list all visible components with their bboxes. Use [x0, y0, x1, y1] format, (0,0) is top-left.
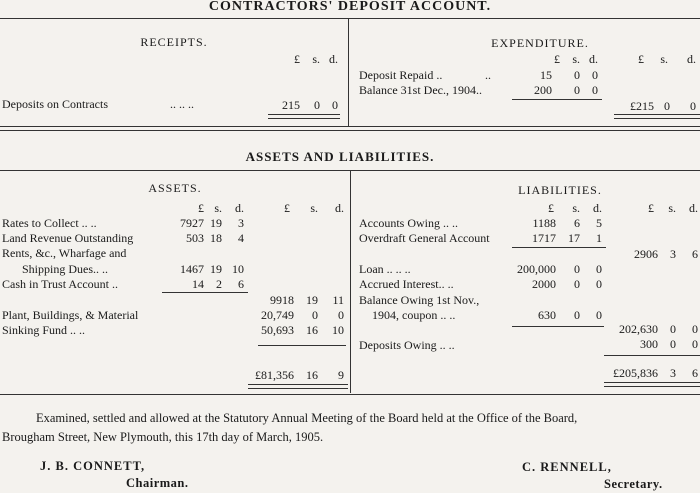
liability-pence: 0	[692, 337, 698, 351]
col-shillings: s.	[668, 201, 676, 215]
expenditure-label: Deposit Repaid ..	[359, 68, 443, 82]
divider	[0, 18, 700, 19]
expenditure-pence: 0	[592, 68, 598, 82]
attestation-line-1: Examined, settled and allowed at the Statutory Annual Meeting of the Board held at the Office of the Board,	[36, 411, 578, 425]
liability-pounds: 200,000	[517, 262, 556, 276]
liability-pence: 0	[596, 277, 602, 291]
liability-pounds: 630	[538, 308, 556, 322]
assets-subtotal-pence: 11	[332, 293, 344, 307]
column-divider	[348, 19, 349, 126]
liability-pence: 0	[596, 262, 602, 276]
liability-shillings: 0	[574, 262, 580, 276]
contractors-title: CONTRACTORS' DEPOSIT ACCOUNT.	[208, 0, 492, 14]
expenditure-header: EXPENDITURE.	[491, 36, 589, 50]
expenditure-total-pence: 0	[690, 99, 696, 113]
liability-shillings: 6	[574, 216, 580, 230]
receipt-label: Deposits on Contracts	[2, 97, 108, 111]
asset-pounds: 20,749	[261, 308, 294, 322]
liability-label: Deposits Owing .. ..	[359, 338, 455, 352]
asset-label: Cash in Trust Account ..	[2, 277, 119, 291]
liabilities-total-shillings: 3	[670, 366, 676, 380]
chairman-title: Chairman.	[126, 476, 189, 490]
secretary-name: C. RENNELL,	[522, 460, 612, 474]
leader-dots: .. .. ..	[170, 97, 194, 111]
asset-shillings: 0	[312, 308, 318, 322]
asset-pence: 6	[238, 277, 244, 291]
secretary-title: Secretary.	[604, 477, 663, 491]
asset-pence: 3	[238, 216, 244, 230]
asset-pounds: 14	[192, 277, 204, 291]
col-pence: d.	[687, 52, 696, 66]
expenditure-total-pounds: £215	[630, 99, 654, 113]
col-pounds: £	[548, 201, 554, 215]
expenditure-shillings: 0	[574, 68, 580, 82]
col-pounds: £	[638, 52, 644, 66]
expenditure-total-shillings: 0	[664, 99, 670, 113]
double-rule	[268, 114, 340, 119]
asset-shillings: 19	[210, 216, 222, 230]
col-shillings: s.	[572, 52, 580, 66]
col-pence: d.	[335, 201, 344, 215]
col-shillings: s.	[312, 52, 320, 66]
liability-label: Accrued Interest.. ..	[359, 277, 454, 291]
rule	[258, 345, 346, 346]
liability-pounds: 300	[640, 337, 658, 351]
asset-shillings: 16	[306, 323, 318, 337]
asset-shillings: 18	[210, 231, 222, 245]
liabilities-sub1-pounds: 2906	[634, 247, 658, 261]
divider	[0, 130, 700, 131]
expenditure-pence: 0	[592, 83, 598, 97]
asset-shillings: 2	[216, 277, 222, 291]
asset-pence: 4	[238, 231, 244, 245]
col-pounds: £	[554, 52, 560, 66]
asset-pounds: 1467	[180, 262, 204, 276]
rule	[512, 247, 606, 248]
asset-label: Plant, Buildings, & Material	[2, 308, 139, 322]
liability-shillings: 17	[568, 231, 580, 245]
assets-total-pence: 9	[338, 368, 344, 382]
liability-pence: 5	[596, 216, 602, 230]
assets-liabilities-title: ASSETS AND LIABILITIES.	[245, 149, 435, 164]
liability-pounds: 2000	[532, 277, 556, 291]
rule	[162, 292, 248, 293]
double-rule	[604, 382, 700, 387]
expenditure-label: Balance 31st Dec., 1904..	[359, 83, 482, 97]
liability-pence: 0	[596, 308, 602, 322]
asset-pounds: 7927	[180, 216, 204, 230]
col-shillings: s.	[572, 201, 580, 215]
divider	[0, 126, 700, 127]
asset-shillings: 19	[210, 262, 222, 276]
receipt-pounds: 215	[282, 98, 300, 112]
col-pence: d.	[589, 52, 598, 66]
liabilities-sub1-pence: 6	[692, 247, 698, 261]
liability-label: 1904, coupon .. ..	[372, 308, 456, 322]
expenditure-pounds: 200	[534, 83, 552, 97]
liabilities-total-pounds: £205,836	[613, 366, 658, 380]
receipt-pence: 0	[332, 98, 338, 112]
receipt-shillings: 0	[314, 98, 320, 112]
liability-shillings: 0	[670, 337, 676, 351]
liability-shillings: 0	[574, 308, 580, 322]
liability-label: Overdraft General Account	[359, 231, 490, 245]
asset-pence: 10	[332, 323, 344, 337]
liability-label: Balance Owing 1st Nov.,	[359, 293, 480, 307]
col-pounds: £	[648, 201, 654, 215]
liability-pence: 1	[596, 231, 602, 245]
liabilities-sub1-shillings: 3	[670, 247, 676, 261]
asset-label: Rates to Collect .. ..	[2, 216, 97, 230]
asset-pounds: 503	[186, 231, 204, 245]
assets-total-shillings: 16	[306, 368, 318, 382]
col-pounds: £	[284, 201, 290, 215]
assets-total-pounds: £81,356	[255, 368, 294, 382]
liability-label: Accounts Owing .. ..	[359, 216, 458, 230]
column-divider	[350, 171, 351, 393]
col-pence: d.	[329, 52, 338, 66]
asset-label: Rents, &c., Wharfage and	[2, 246, 127, 260]
asset-pence: 0	[338, 308, 344, 322]
expenditure-pounds: 15	[540, 68, 552, 82]
leader-dots: ..	[485, 68, 491, 82]
divider	[0, 394, 700, 395]
col-shillings: s.	[310, 201, 318, 215]
liability-pounds: 1188	[532, 216, 556, 230]
rule	[604, 355, 700, 356]
col-pence: d.	[235, 201, 244, 215]
liabilities-total-pence: 6	[692, 366, 698, 380]
double-rule	[614, 114, 700, 119]
asset-label: Land Revenue Outstanding	[2, 231, 134, 245]
col-shillings: s.	[214, 201, 222, 215]
receipts-header: RECEIPTS.	[140, 35, 208, 49]
liabilities-sub2-pence: 0	[692, 322, 698, 336]
liabilities-header: LIABILITIES.	[518, 183, 602, 197]
liabilities-sub2-shillings: 0	[670, 322, 676, 336]
assets-subtotal-pounds: 9918	[270, 293, 294, 307]
assets-subtotal-shillings: 19	[306, 293, 318, 307]
col-pounds: £	[198, 201, 204, 215]
liabilities-sub2-pounds: 202,630	[619, 322, 658, 336]
double-rule	[248, 384, 348, 389]
asset-label: Shipping Dues.. ..	[22, 262, 109, 276]
asset-pence: 10	[232, 262, 244, 276]
liability-pounds: 1717	[532, 231, 556, 245]
col-pence: d.	[593, 201, 602, 215]
liability-shillings: 0	[574, 277, 580, 291]
rule	[512, 99, 602, 100]
col-shillings: s.	[660, 52, 668, 66]
asset-pounds: 50,693	[261, 323, 294, 337]
col-pence: d.	[689, 201, 698, 215]
assets-header: ASSETS.	[148, 181, 202, 195]
rule	[512, 326, 604, 327]
asset-label: Sinking Fund .. ..	[2, 323, 86, 337]
liability-label: Loan .. .. ..	[359, 262, 411, 276]
attestation-line-2: Brougham Street, New Plymouth, this 17th day of March, 1905.	[2, 430, 324, 444]
col-pounds: £	[294, 52, 300, 66]
expenditure-shillings: 0	[574, 83, 580, 97]
chairman-name: J. B. CONNETT,	[40, 459, 146, 473]
